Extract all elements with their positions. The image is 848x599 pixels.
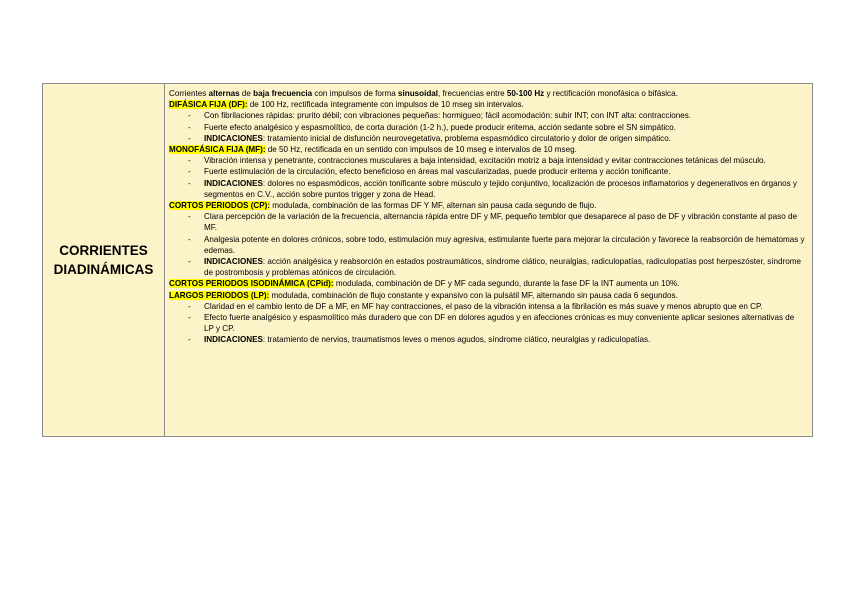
table-row: [43, 84, 813, 437]
section-cp-list: [169, 211, 806, 278]
dash-bullet: -: [188, 234, 191, 244]
content-cell: [165, 84, 813, 437]
dash-bullet: -: [188, 111, 191, 121]
item-text: : acción analgésica y reabsorción en estados postraumáticos, síndrome ciático, neuralgias, radiculopatías, radiculopatías post herpeszóster, síndrome de postrombosis y problemas atónicos de circulación.: [204, 257, 801, 278]
intro-text: de: [239, 89, 254, 98]
dash-bullet: -: [188, 167, 191, 177]
section-cpid: [169, 278, 806, 289]
dash-bullet: -: [188, 178, 191, 188]
list-item: [169, 312, 806, 334]
dash-bullet: -: [188, 133, 191, 143]
section-df: [169, 99, 806, 110]
list-item: [169, 122, 806, 133]
list-item: [169, 211, 806, 233]
heading: CORRIENTES DIADINÁMICAS: [53, 243, 154, 277]
section-desc: modulada, combinación de flujo constante y expansivo con la pulsátil MF, alternando sin pausa cada 6 segundos.: [269, 290, 678, 300]
item-text: Fuerte efecto analgésico y espasmolítico, de corta duración (1-2 h.), puede producir eritema, acción sedante sobre el SN simpático.: [204, 122, 676, 132]
item-text: : tratamiento de nervios, traumatismos leves o menos agudos, síndrome ciático, neuralgias y radiculopatías.: [262, 335, 651, 345]
item-text: Vibración intensa y penetrante, contracciones musculares a baja intensidad, excitación motriz a baja intensidad y evitar contracciones tetánicas del músculo.: [204, 156, 766, 166]
list-item: [169, 110, 806, 121]
list-item: [169, 234, 806, 256]
indications-label: INDICACIONES: [204, 178, 263, 188]
intro-paragraph: [169, 88, 806, 99]
dash-bullet: -: [188, 212, 191, 222]
list-item: [169, 301, 806, 312]
intro-text: , frecuencias entre: [438, 89, 507, 98]
indications-label: INDICACIONES: [204, 335, 263, 345]
intro-bold: alternas: [208, 89, 240, 98]
dash-bullet: -: [188, 257, 191, 267]
item-text: Clara percepción de la variación de la frecuencia, alternancia rápida entre DF y MF, pequeño temblor que desaparece al paso de DF y vibración constante al paso de MF.: [204, 212, 797, 233]
section-label: CORTOS PERIODOS (CP):: [169, 201, 271, 211]
section-mf: [169, 144, 806, 155]
indications-label: INDICACIONES: [204, 133, 263, 143]
section-lp-list: [169, 301, 806, 346]
intro-bold: baja frecuencia: [253, 89, 313, 98]
section-lp: [169, 290, 806, 301]
summary-table: [42, 83, 813, 437]
item-text: : tratamiento inicial de disfunción neurovegetativa, problema espasmódico circulatorio y dolor de origen simpático.: [262, 133, 671, 143]
section-label: MONOFÁSICA FIJA (MF):: [169, 145, 266, 155]
intro-text: con impulsos de forma: [312, 89, 399, 98]
section-mf-list: [169, 155, 806, 200]
item-text: Analgesia potente en dolores crónicos, sobre todo, estimulación muy agresiva, estimulante fuerte para mejorar la circulación y favorece la reabsorción de hematomas y edemas.: [204, 234, 805, 255]
section-label: DIFÁSICA FIJA (DF):: [169, 100, 248, 110]
intro-text: y rectificación monofásica o bifásica.: [544, 89, 678, 98]
item-text: Claridad en el cambio lento de DF a MF, en MF hay contracciones, el paso de la vibración intensa a la fibrilación es más suave y menos abrupto que en CP.: [204, 301, 763, 311]
heading-cell: [43, 84, 165, 437]
list-item: [169, 178, 806, 200]
section-cp: [169, 200, 806, 211]
list-item: [169, 256, 806, 278]
section-desc: modulada, combinación de DF y MF cada segundo, durante la fase DF la INT aumenta un 10%.: [333, 279, 680, 289]
intro-text: Corrientes: [169, 89, 209, 98]
content: [169, 88, 806, 346]
section-df-list: [169, 110, 806, 144]
indications-label: INDICACIONES: [204, 257, 263, 267]
section-label: LARGOS PERIODOS (LP):: [169, 290, 270, 300]
section-desc: de 100 Hz, rectificada íntegramente con impulsos de 10 mseg sin intervalos.: [247, 100, 524, 110]
item-text: Efecto fuerte analgésico y espasmolítico más duradero que con DF en dolores agudos y en afecciones crónicas es muy conveniente aplicar sesiones alternativas de LP y CP.: [204, 313, 795, 334]
list-item: [169, 133, 806, 144]
dash-bullet: -: [188, 313, 191, 323]
dash-bullet: -: [188, 122, 191, 132]
item-text: : dolores no espasmódicos, acción tonificante sobre músculo y tejido conjuntivo, localización de procesos inflamatorios y degenerativos en órganos y segmentos en C.V., acción sobre puntos trigger y zona de Head.: [204, 178, 797, 199]
intro-bold: 50-100 Hz: [506, 89, 545, 98]
list-item: [169, 155, 806, 166]
list-item: [169, 166, 806, 177]
dash-bullet: -: [188, 301, 191, 311]
section-desc: modulada, combinación de las formas DF Y MF, alternan sin pausa cada segundo de flujo.: [270, 201, 597, 211]
intro-bold: sinusoidal: [398, 89, 439, 98]
item-text: Fuerte estimulación de la circulación, efecto beneficioso en áreas mal vascularizadas, puede producir eritema y acción tonificante.: [204, 167, 671, 177]
dash-bullet: -: [188, 156, 191, 166]
section-desc: de 50 Hz, rectificada en un sentido con impulsos de 10 mseg e intervalos de 10 mseg.: [265, 145, 577, 155]
list-item: [169, 334, 806, 345]
section-label: CORTOS PERIODOS ISODINÁMICA (CPid):: [169, 279, 334, 289]
dash-bullet: -: [188, 335, 191, 345]
item-text: Con fibrilaciones rápidas: prurito débil; con vibraciones pequeñas: hormigueo; fácil acomodación: subir INT; con INT alta: contracciones.: [204, 111, 692, 121]
